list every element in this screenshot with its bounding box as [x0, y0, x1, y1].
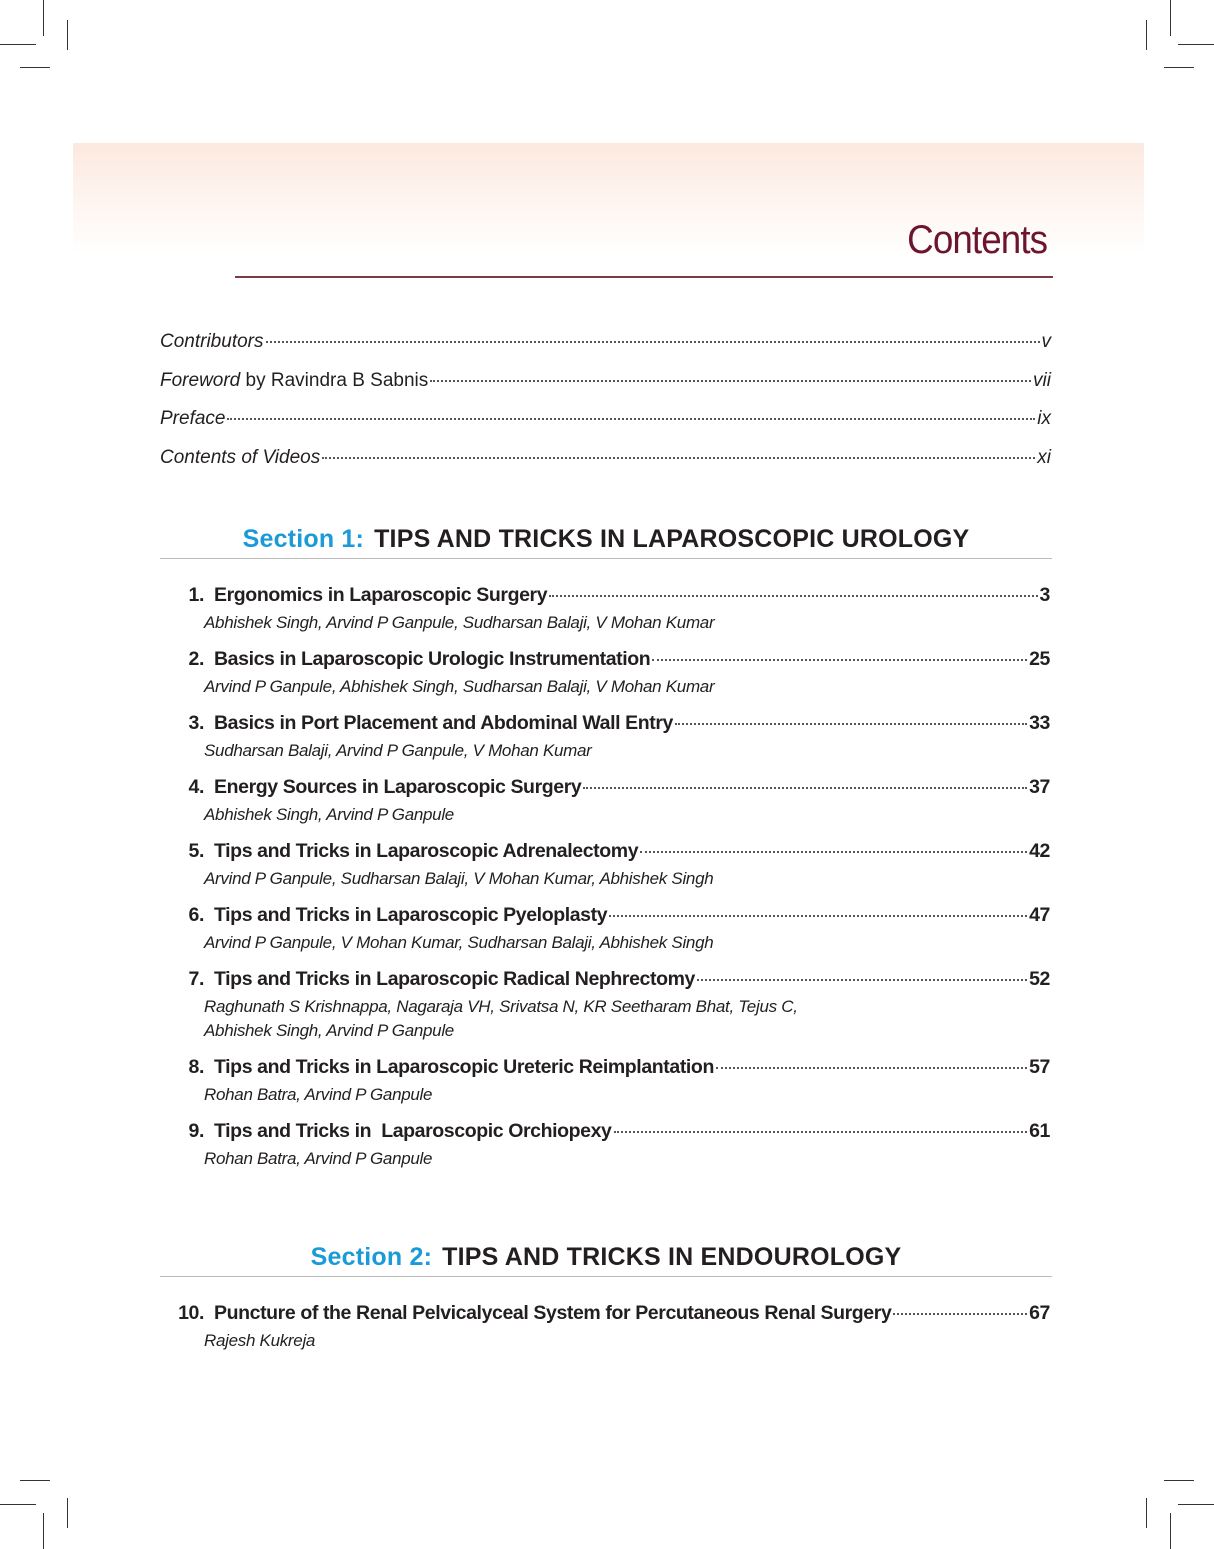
chapter-title: Tips and Tricks in Laparoscopic Radical Nephrectomy — [214, 968, 695, 990]
chapter-number: 7. — [188, 968, 204, 990]
author-line: Arvind P Ganpule, Sudharsan Balaji, V Mohan Kumar, Abhishek Singh — [204, 869, 714, 888]
chapter-number: 3. — [188, 712, 204, 734]
chapter-title-row[interactable] — [160, 712, 1050, 735]
chapter-number: 2. — [188, 648, 204, 670]
chapter-authors — [204, 611, 1050, 635]
crop-mark — [43, 1513, 44, 1549]
dot-leader — [583, 787, 1027, 789]
dot-leader — [652, 659, 1027, 661]
page-title: Contents — [907, 218, 1047, 262]
page-number: ix — [1037, 408, 1051, 429]
section-heading — [160, 1243, 1052, 1277]
chapter-authors — [204, 675, 1050, 699]
chapter-list — [160, 584, 1050, 1184]
section-title: TIPS AND TRICKS IN LAPAROSCOPIC UROLOGY — [374, 525, 970, 553]
page-number: 33 — [1029, 712, 1050, 734]
crop-mark — [1178, 44, 1214, 45]
chapter-number: 6. — [188, 904, 204, 926]
page-number: vii — [1033, 369, 1051, 391]
chapter-list — [160, 1302, 1050, 1366]
author-line: Rohan Batra, Arvind P Ganpule — [204, 1149, 433, 1168]
page-number: 57 — [1029, 1056, 1050, 1078]
dot-leader — [675, 723, 1027, 725]
crop-mark — [0, 44, 36, 45]
dot-leader — [266, 341, 1040, 343]
chapter-title-row[interactable] — [160, 904, 1050, 927]
dot-leader — [614, 1131, 1028, 1133]
chapter-title-row[interactable] — [160, 776, 1050, 799]
dot-leader — [549, 595, 1037, 597]
crop-mark — [1146, 1498, 1147, 1528]
front-matter-item[interactable] — [160, 408, 1051, 447]
chapter-number: 8. — [188, 1056, 204, 1078]
chapter-authors — [204, 1329, 1050, 1353]
author-line: Abhishek Singh, Arvind P Ganpule, Sudharsan Balaji, V Mohan Kumar — [204, 613, 715, 632]
page-number: 3 — [1039, 584, 1050, 606]
dot-leader — [697, 979, 1027, 981]
entry-label: Foreword — [160, 369, 241, 391]
entry-label: Contents of Videos — [160, 446, 321, 468]
crop-mark — [67, 1498, 68, 1528]
crop-mark — [1164, 1480, 1194, 1481]
chapter-authors — [204, 867, 1050, 891]
page-number: 52 — [1029, 968, 1050, 990]
chapter-title-row[interactable] — [160, 1056, 1050, 1079]
chapter-title-row[interactable] — [160, 840, 1050, 863]
chapter-title-row[interactable] — [160, 648, 1050, 671]
chapter-entry[interactable] — [160, 584, 1050, 635]
author-line: Abhishek Singh, Arvind P Ganpule — [204, 1021, 454, 1040]
crop-mark — [0, 1504, 36, 1505]
page-number: 47 — [1029, 904, 1050, 926]
crop-mark — [1178, 1504, 1214, 1505]
dot-leader — [322, 457, 1035, 459]
crop-mark — [20, 67, 50, 68]
chapter-title-row[interactable] — [160, 968, 1050, 991]
page-number: xi — [1037, 446, 1051, 468]
page-number: 67 — [1029, 1302, 1050, 1324]
chapter-entry[interactable] — [160, 1056, 1050, 1107]
chapter-number: 1. — [188, 584, 204, 606]
chapter-title-row[interactable] — [160, 1302, 1050, 1325]
crop-mark — [20, 1480, 50, 1481]
chapter-entry[interactable] — [160, 1302, 1050, 1353]
author-line: Rajesh Kukreja — [204, 1331, 316, 1350]
dot-leader — [716, 1067, 1027, 1069]
chapter-entry[interactable] — [160, 904, 1050, 955]
dot-leader — [640, 851, 1027, 853]
entry-label: Contributors — [160, 331, 264, 352]
section-number: Section 2: — [310, 1243, 433, 1271]
chapter-entry[interactable] — [160, 840, 1050, 891]
dot-leader — [609, 915, 1027, 917]
chapter-entry[interactable] — [160, 712, 1050, 763]
chapter-authors — [204, 1083, 1050, 1107]
chapter-title: Basics in Laparoscopic Urologic Instrumentation — [214, 648, 651, 670]
chapter-title: Tips and Tricks in Laparoscopic Pyeloplasty — [214, 904, 608, 926]
author-line: Sudharsan Balaji, Arvind P Ganpule, V Mohan Kumar — [204, 741, 592, 760]
page-number: v — [1041, 331, 1051, 352]
chapter-number: 10. — [178, 1302, 204, 1324]
dot-leader — [227, 418, 1035, 420]
author-line: Arvind P Ganpule, Abhishek Singh, Sudharsan Balaji, V Mohan Kumar — [204, 677, 715, 696]
chapter-title: Tips and Tricks in Laparoscopic Ureteric Reimplantation — [214, 1056, 714, 1078]
chapter-entry[interactable] — [160, 968, 1050, 1043]
chapter-title: Tips and Tricks in Laparoscopic Orchiopexy — [214, 1120, 612, 1142]
title-rule — [235, 276, 1053, 278]
chapter-authors — [204, 803, 1050, 827]
chapter-title: Energy Sources in Laparoscopic Surgery — [214, 776, 582, 798]
chapter-number: 5. — [188, 840, 204, 862]
front-matter-item[interactable] — [160, 370, 1051, 409]
front-matter-item[interactable] — [160, 447, 1051, 486]
crop-mark — [1170, 1513, 1171, 1549]
chapter-number: 9. — [188, 1120, 204, 1142]
entry-byline: by Ravindra B Sabnis — [240, 369, 429, 391]
chapter-title-row[interactable] — [160, 584, 1050, 607]
chapter-title: Ergonomics in Laparoscopic Surgery — [214, 584, 548, 606]
front-matter-item[interactable] — [160, 331, 1051, 370]
author-line: Arvind P Ganpule, V Mohan Kumar, Sudharsan Balaji, Abhishek Singh — [204, 933, 714, 952]
section-title: TIPS AND TRICKS IN ENDOUROLOGY — [442, 1243, 902, 1271]
page-number: 42 — [1029, 840, 1050, 862]
chapter-entry[interactable] — [160, 1120, 1050, 1171]
author-line: Rohan Batra, Arvind P Ganpule — [204, 1085, 433, 1104]
crop-mark — [1146, 20, 1147, 50]
crop-mark — [1170, 0, 1171, 36]
chapter-authors — [204, 1147, 1050, 1171]
chapter-title: Basics in Port Placement and Abdominal Wall Entry — [214, 712, 673, 734]
entry-label: Preface — [160, 408, 226, 429]
chapter-authors — [204, 931, 1050, 955]
chapter-title: Tips and Tricks in Laparoscopic Adrenalectomy — [214, 840, 639, 862]
author-line: Raghunath S Krishnappa, Nagaraja VH, Srivatsa N, KR Seetharam Bhat, Tejus C, — [204, 997, 798, 1016]
page-number: 61 — [1029, 1120, 1050, 1142]
author-line: Abhishek Singh, Arvind P Ganpule — [204, 805, 454, 824]
page-number: 37 — [1029, 776, 1050, 798]
crop-mark — [67, 20, 68, 50]
chapter-entry[interactable] — [160, 648, 1050, 699]
chapter-number: 4. — [188, 776, 204, 798]
crop-mark — [43, 0, 44, 36]
chapter-entry[interactable] — [160, 776, 1050, 827]
chapter-title-row[interactable] — [160, 1120, 1050, 1143]
chapter-authors — [204, 995, 1050, 1043]
crop-mark — [1164, 67, 1194, 68]
front-matter — [160, 331, 1051, 485]
dot-leader — [430, 380, 1031, 382]
chapter-authors — [204, 739, 1050, 763]
page-number: 25 — [1029, 648, 1050, 670]
section-heading — [160, 525, 1052, 559]
chapter-title: Puncture of the Renal Pelvicalyceal System for Percutaneous Renal Surgery — [214, 1302, 892, 1324]
section-number: Section 1: — [242, 525, 365, 553]
dot-leader — [893, 1313, 1027, 1315]
